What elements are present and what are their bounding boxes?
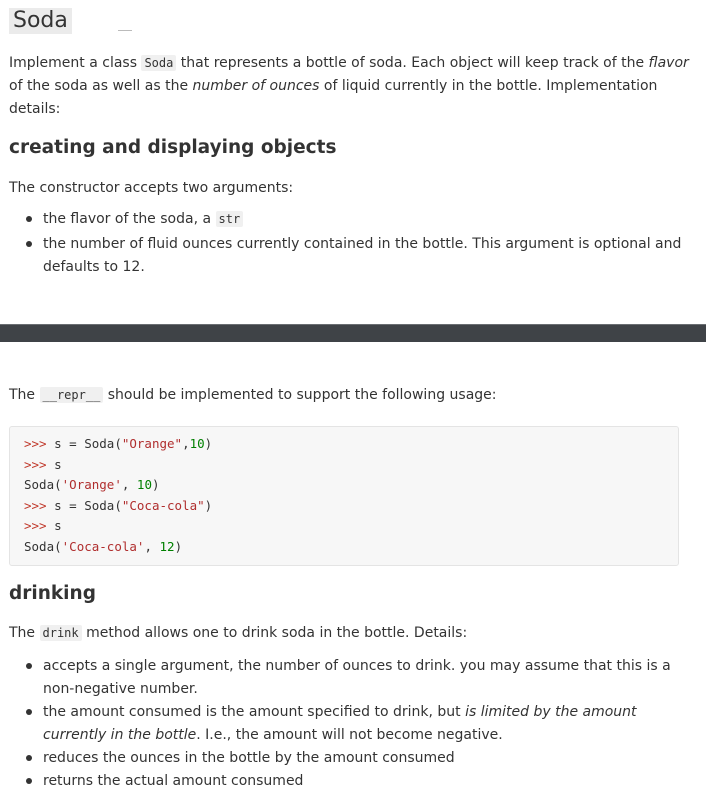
intro-emphasis-flavor: flavor [648,55,689,71]
constructor-args-list [26,208,686,281]
intro-text-4: of liquid currently in the bottle. Implementation details: [9,78,658,117]
page-title: Soda [9,8,72,34]
list-item [26,233,686,279]
code-line: Soda('Coca-cola', 12) [24,538,183,554]
list-item [26,747,686,770]
list-item [26,701,686,747]
list-item-emphasis: is limited by the amount currently in the bottle [43,704,637,743]
intro-emphasis-ounces: number of ounces [192,78,320,94]
list-item-text: accepts a single argument, the number of ounces to drink. you may assume that this is a non-negative number. [43,658,671,697]
intro-paragraph [9,52,689,121]
inline-code-drink: drink [40,625,82,641]
code-example-block [9,426,679,566]
repr-text-2: should be implemented to support the following usage: [103,387,497,403]
list-item-text: returns the actual amount consumed [43,773,304,789]
code-line: >>> s [24,456,62,472]
list-item [26,770,686,793]
code-line: >>> s [24,518,62,533]
heading-drinking: drinking [9,583,96,604]
inline-code-str: str [216,211,244,227]
heading-creating-displaying: creating and displaying objects [9,137,337,158]
code-line: Soda('Orange', 10) [24,477,160,492]
repr-text-1: The [9,387,40,403]
section-divider-bar [0,325,706,342]
list-item [26,208,686,231]
intro-text-1: Implement a class [9,55,142,71]
intro-text-3: of the soda as well as the [9,78,193,94]
list-item [26,655,686,701]
drink-text-2: method allows one to drink soda in the bottle. Details: [81,625,468,641]
inline-code-soda: Soda [141,55,176,71]
decorative-dash [118,30,132,31]
list-item-text: . I.e., the amount will not become negative. [196,727,503,743]
drink-description [9,622,467,645]
code-example-pre [24,434,212,557]
list-item-text: reduces the ounces in the bottle by the amount consumed [43,750,455,766]
drink-details-list [26,655,686,793]
code-line: >>> s = Soda("Orange",10) [24,436,213,451]
list-item-text: the number of fluid ounces currently contained in the bottle. This argument is optional and defaults to 12. [43,236,682,275]
drink-text-1: The [9,625,40,641]
code-line: >>> s = Soda("Coca-cola") [24,497,213,513]
list-item-text: the amount consumed is the amount specified to drink, but [43,704,466,720]
repr-description [9,384,497,407]
inline-code-repr: __repr__ [40,387,104,403]
constructor-description: The constructor accepts two arguments: [9,180,294,196]
list-item-text: the flavor of the soda, a [43,211,216,227]
intro-text-2: that represents a bottle of soda. Each object will keep track of the [176,55,649,71]
